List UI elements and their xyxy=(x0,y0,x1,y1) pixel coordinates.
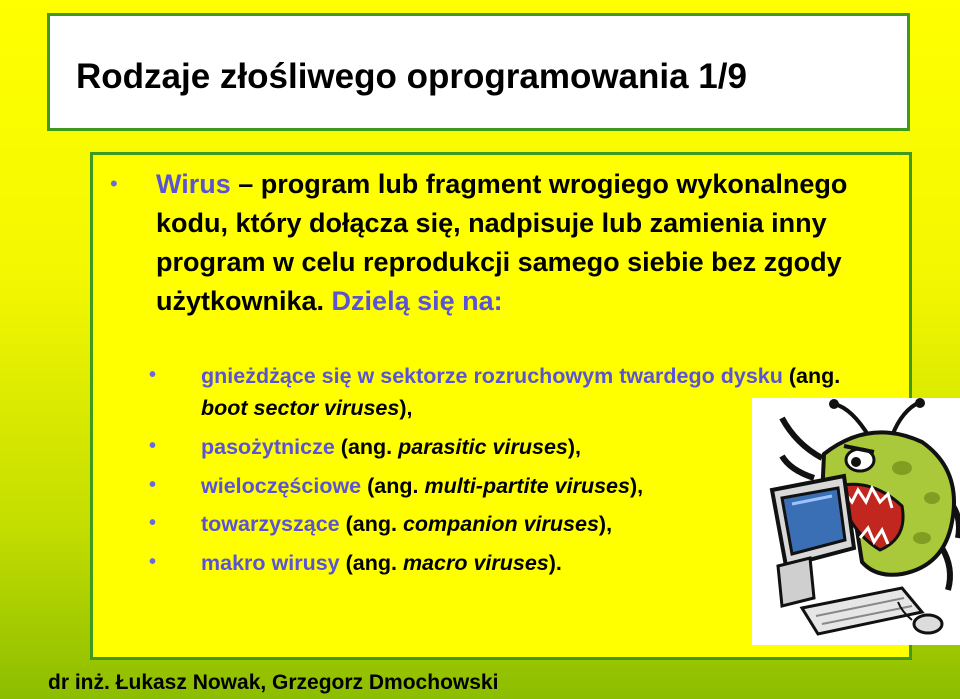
virus-attacking-computer-icon xyxy=(752,398,960,645)
main-text xyxy=(156,165,880,321)
bullet-icon: • xyxy=(149,473,157,496)
bullet-icon: • xyxy=(149,435,157,457)
slide-title: Rodzaje złośliwego oprogramowania 1/9 xyxy=(76,57,747,96)
bullet-icon: • xyxy=(149,364,157,386)
type-open: (ang. xyxy=(361,473,425,498)
list-item xyxy=(149,505,849,544)
bullet-icon: • xyxy=(110,171,118,196)
type-open: (ang. xyxy=(339,550,403,575)
type-close: ). xyxy=(548,550,562,575)
type-name: gnieżdżące się w sektorze rozruchowym twardego dysku xyxy=(201,364,783,388)
divided-label: Dzielą się na: xyxy=(324,286,503,316)
type-close: ), xyxy=(629,473,644,498)
type-open: (ang. xyxy=(334,435,399,459)
virus-types-list xyxy=(149,360,849,582)
footer-authors: dr inż. Łukasz Nowak, Grzegorz Dmochowski xyxy=(48,671,499,694)
type-open: (ang. xyxy=(339,512,403,536)
type-open: (ang. xyxy=(782,364,841,388)
type-name: pasożytnicze xyxy=(201,435,335,459)
type-english: multi-partite viruses xyxy=(424,473,630,498)
bullet-icon: • xyxy=(149,550,157,573)
type-english: parasitic viruses xyxy=(398,435,568,459)
type-name: towarzyszące xyxy=(201,512,340,536)
virus-computer-illustration xyxy=(752,398,960,645)
type-name: wieloczęściowe xyxy=(201,473,362,498)
type-english: boot sector viruses xyxy=(201,396,400,420)
title-box xyxy=(47,13,910,131)
type-close: ), xyxy=(399,396,413,420)
type-name: makro wirusy xyxy=(201,550,340,575)
type-english: companion viruses xyxy=(402,512,599,536)
list-item xyxy=(149,467,849,506)
type-close: ), xyxy=(567,435,581,459)
definition: program lub fragment wrogiego wykonalnego kodu, który dołącza się, nadpisuje lub zamienia inny program w celu reprodukcji samego siebie bez zgody użytkownika. xyxy=(156,169,848,316)
list-item xyxy=(149,544,849,583)
type-english: macro viruses xyxy=(402,550,549,575)
term: Wirus xyxy=(156,169,231,199)
list-item xyxy=(149,428,849,467)
dash: – xyxy=(230,169,261,199)
list-item xyxy=(149,360,849,428)
type-close: ), xyxy=(598,512,613,536)
main-bullet xyxy=(110,165,880,321)
bullet-icon: • xyxy=(149,512,157,534)
